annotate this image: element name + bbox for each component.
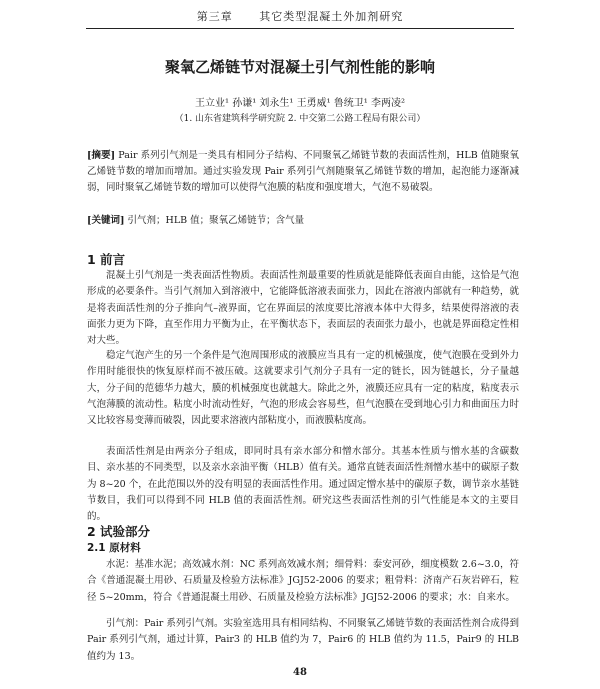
- abstract-text: Pair 系列引气剂是一类具有相同分子结构、不同聚氧乙烯链节数的表面活性剂，HLB 值随聚氧乙烯链节数的增加而增加。通过实验发现 Pair 系列引气剂随聚氧乙烯链节数的增加，起泡能力逐渐减弱，同时聚氧乙烯链节数的增加可以使得气泡膜的粘度和强度增大，气泡不易破裂。: [87, 150, 519, 194]
- affiliation: （1. 山东省建筑科学研究院 2. 中交第二公路工程局有限公司）: [174, 114, 426, 124]
- subsection-heading-materials: 2.1 原材料: [87, 542, 141, 554]
- section-heading-experiment: 2 试验部分: [87, 524, 151, 539]
- header-chapter: 第三章: [196, 10, 233, 23]
- intro-paragraph-3: 表面活性剂是由两亲分子组成，即同时具有亲水部分和憎水部分。其基本性质与憎水基的含碳数目、亲水基的不同类型，以及亲水亲油平衡（HLB）值有关。通常直链表面活性剂憎水基中的碳原子数为 8~20 个，在此范围以外的没有明显的表面活性作用。通过固定憎水基中的碳原子数，调节亲水基链节数目，我们可以得到不同 HLB 值的表面活性剂。研究这些表面活性剂的引气性能是本文的主要目的。: [87, 446, 519, 523]
- section-heading-intro: 1 前言: [87, 252, 126, 267]
- abstract-label: [摘要]: [87, 150, 116, 161]
- author-list: 王立业¹ 孙谦¹ 刘永生¹ 王勇威¹ 鲁统卫¹ 李两凌²: [195, 98, 405, 109]
- paper-title: 聚氧乙烯链节对混凝土引气剂性能的影响: [164, 58, 435, 76]
- materials-paragraph-2: 引气剂：Pair 系列引气剂。实验室选用具有相同结构、不同聚氧乙烯链节数的表面活性剂合成得到 Pair 系列引气剂，通过计算，Pair3 的 HLB 值约为 7，Pair6 的 HLB 值约为 11.5，Pair9 的 HLB 值约为 13。: [87, 618, 519, 662]
- running-header: [86, 6, 514, 29]
- page-number: 48: [293, 667, 307, 678]
- materials-paragraph-1: 水泥：基准水泥；高效减水剂：NC 系列高效减水剂；细骨料：泰安河砂，细度模数 2.6~3.0，符合《普通混凝土用砂、石质量及检验方法标准》JGJ52-2006 的要求；粗骨料：济南产石灰岩碎石，粒径 5~20mm，符合《普通混凝土用砂、石质量及检验方法标准》JGJ52-2006 的要求；水：自来水。: [87, 559, 519, 603]
- keywords-text: 引气剂；HLB 值；聚氧乙烯链节；含气量: [127, 215, 305, 226]
- intro-paragraph-2: 稳定气泡产生的另一个条件是气泡周围形成的液膜应当具有一定的机械强度，使气泡膜在受到外力作用时能很快的恢复原样而不被压破。这就要求引气剂分子具有一定的链长，因为链越长，分子量越大，分子间的范德华力越大，膜的机械强度也就越大。除此之外，液膜还应具有一定的粘度，粘度表示气泡薄膜的流动性。粘度小时流动性好，气泡的形成会容易些，但气泡膜在受到地心引力和曲面压力时又比较容易变薄而破裂，因此要求溶液内部粘度小，而液膜粘度高。: [87, 350, 519, 427]
- header-section: 其它类型混凝土外加剂研究: [259, 10, 404, 23]
- intro-paragraph-1: 混凝土引气剂是一类表面活性物质。表面活性剂最重要的性质就是能降低表面自由能，这恰是气泡形成的必要条件。当引气剂加入到溶液中，它能降低溶液表面张力，因此在溶液内部就有一种趋势，就是将表面活性剂的分子推向气–液界面，它在界面层的浓度要比溶液本体中大得多，结果使得溶液的表面张力更为下降，直至作用力平衡为止，在平衡状态下，表面层的表面张力最小，也就是界面稳定性相对大些。: [87, 270, 519, 347]
- keywords-label: [关键词]: [87, 215, 125, 226]
- keywords: [87, 212, 519, 226]
- abstract: [87, 148, 519, 197]
